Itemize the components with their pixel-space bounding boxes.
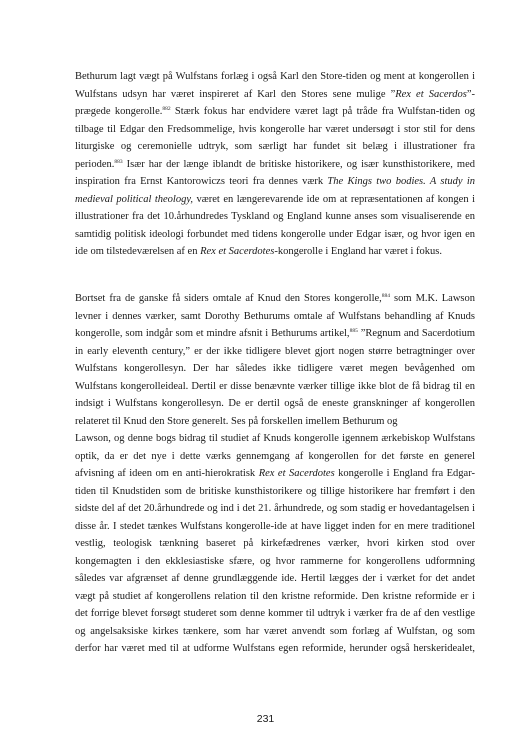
page-number: 231	[256, 713, 275, 725]
text-line: det forrige blevet forsøgt studeret som denne kommer til udtryk i værker fra de af den vestlige	[75, 608, 475, 619]
text-line: sidste del af det 20.århundrede og ind i det 21. århundrede, og som stadig er hovedantagelsen i	[75, 503, 475, 514]
text-line: således var afgrænset af denne grundlæggende ide. Hertil lægges der i værket for det andet	[75, 573, 475, 584]
text-line: Wulfstans kongerollesyn. Der har således ikke tidligere været megen bevågenhed om	[75, 363, 475, 374]
paragraph-1	[75, 68, 475, 261]
text-line: relateret til Knud den Store generelt. Ses på forskellen imellem Bethurum og	[75, 415, 398, 427]
text-line: Wulfstans udsyn har været inspireret af Karl den Stores sene mulige ”Rex et Sacerdos”-	[75, 88, 475, 100]
text-line: Lawson, og denne bogs bidrag til studiet af Knuds kongerolle igennem ærkebiskop Wulfstans	[75, 433, 475, 444]
footnote-marker: 884	[381, 293, 391, 299]
text-line: levner i dennes værker, samt Dorothy Bethurums omtale af Wulfstans behandling af Knuds	[75, 310, 475, 322]
italic-title: Rex et Sacerdotes	[258, 468, 335, 479]
text-line: perioden.$^{883}$ Især har der længe iblandt de britiske historikere, og især kunsthistorikere, med	[75, 158, 475, 170]
italic-title: Rex et Sacerdos	[395, 88, 467, 100]
text-line: in early eleventh century,” er der ikke tidligere blevet gjort nogen større betragtninger over	[75, 345, 475, 357]
text-line: optik, da er det nye i dette værks gennemgang af kongerollen for det første en generel	[75, 450, 475, 462]
text-line: tilbage til Edgar den Fredsommelige, hvis kongerolle har været undersøgt i stor stil for dens	[75, 123, 475, 135]
text-line: Wulfstans kongerolleideal. Dertil er disse benævnte værker tillige ikke blot de få bidrag til en	[75, 380, 475, 392]
text-line: og angelsaksiske kirkes tænkere, som har været anvendt som forlæg af Wulfstan, og som	[75, 625, 475, 637]
footnote-marker: 883	[114, 158, 123, 165]
text-line: medieval political theology, været en længerevarende ide om at repræsentationen af kongen i	[75, 193, 475, 205]
footnote-marker: 882	[162, 106, 171, 112]
text-line: vægt på studiet af kongerollens relation til den kristne reformide. Den kristne reformide er i	[75, 590, 475, 602]
italic-title: The Kings two bodies. A study in	[327, 176, 475, 187]
text-line: indsigt i Wulfstans kongerollesyn. De er dertil også de eneste granskninger af kongerollen	[75, 398, 475, 409]
text-line: samtidig politisk ideologi forbundet med tidens kongerolle under Edgar især, og hvor igen en	[75, 228, 475, 240]
text-line: inspiration fra Ernst Kantorowiczs teori fra dennes værk The Kings two bodies. A study in	[75, 176, 475, 187]
text-line: vestlig, teologisk tænkning baseret på kirkefædrenes værker, hvori kirken stod over	[75, 538, 475, 549]
text-line: afvisning af ideen om en anti-hierokratisk Rex et Sacerdotes kongerolle i England fra Edgar-	[75, 468, 475, 479]
footnote-marker: 885	[349, 328, 358, 334]
text-line: kongemagten i den ekklesiastiske sfære, og hvor rammerne for kongerollens udformning	[75, 555, 475, 567]
text-line: derfor har været med til at udforme Wulfstans egen reformide, herunder også herskeridealet,	[75, 643, 475, 654]
text-line: illustrationer fra det 10.århundredes Tyskland og England kunne anses som visualiserende en	[75, 211, 475, 222]
text-line: liturgiske og ceremonielle udtryk, som særligt har fundet sit belæg i illustrationer fra	[75, 141, 475, 152]
italic-title: Rex et Sacerdotes	[200, 246, 275, 257]
text-line: tiden til Knudstiden som de britiske kunsthistorikere og tillige historikere har fremført i den	[75, 485, 475, 497]
text-line: Bortset fra de ganske få siders omtale af Knud den Stores kongerolle,$^{884}$ som M.K. Lawson	[75, 293, 475, 304]
paragraph-2	[75, 290, 475, 658]
text-line: disse år. I stedet tænkes Wulfstans kongerolle-ide at have ligget inden for en mere traditionel	[75, 520, 475, 532]
text-line: ide om tilstedeværelsen af en Rex et Sacerdotes-kongerolle i England har været i fokus.	[75, 246, 443, 257]
text-line: kongerolle, som indgår som et mindre afsnit i Bethurums artikel,$^{885}$ ”Regnum and Sacerdotium	[75, 328, 475, 339]
text-line: prægede kongerolle.$^{882}$ Stærk fokus har endvidere været lagt på tråde fra Wulfstan-tiden og	[75, 106, 475, 117]
text-line: Bethurum lagt vægt på Wulfstans forlæg i også Karl den Store-tiden og ment at kongerollen i	[75, 71, 475, 82]
italic-title: medieval political theology,	[75, 193, 194, 205]
